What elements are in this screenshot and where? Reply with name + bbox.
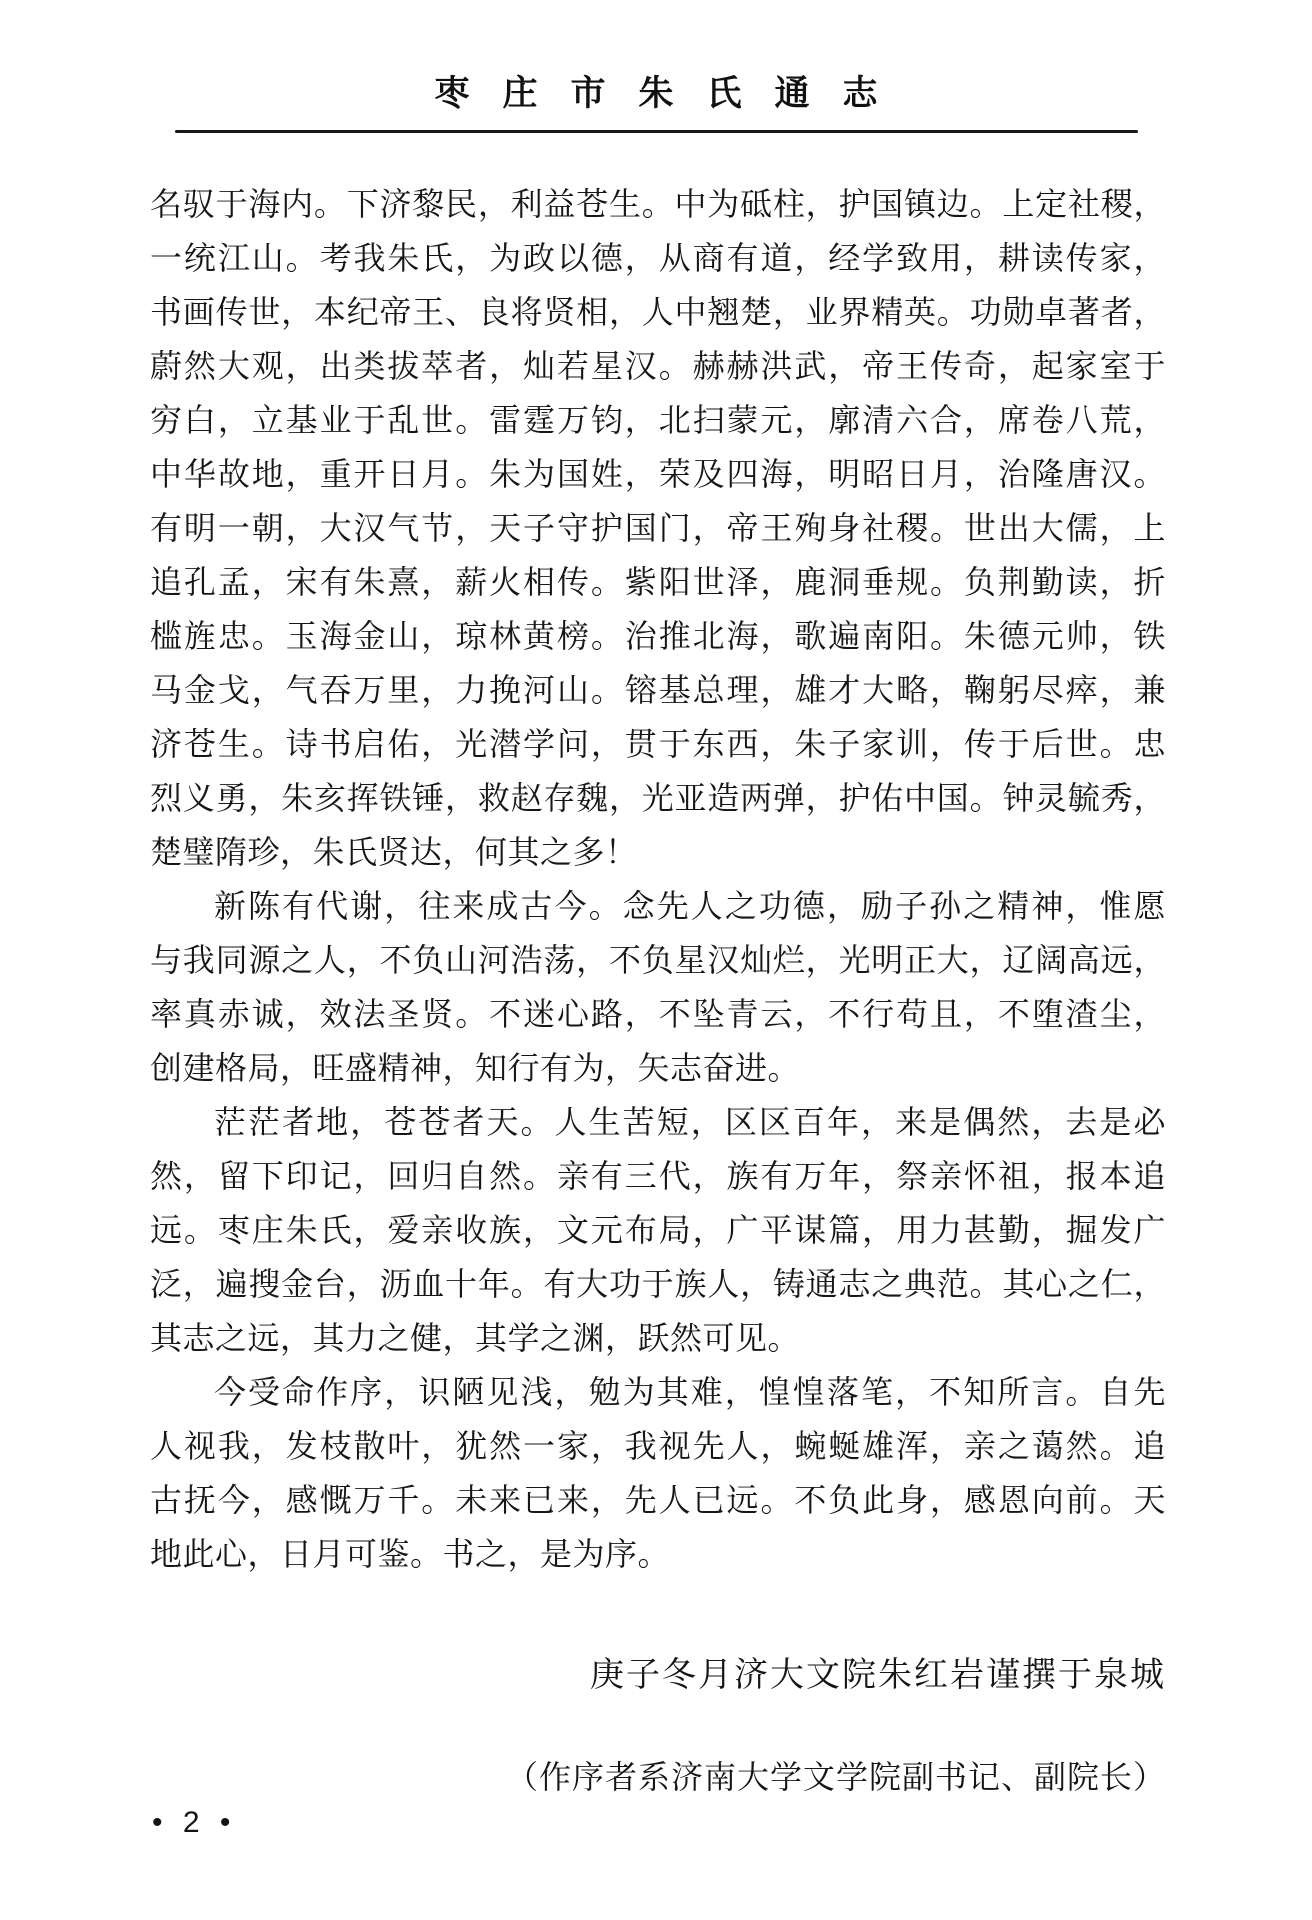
- text-line: 新陈有代谢，往来成古今。念先人之功德，励子孙之精神，惟愿: [214, 888, 1166, 924]
- page-title: [0, 0, 1312, 116]
- text-line: 泛，遍搜金台，沥血十年。有大功于族人，铸通志之典范。其心之仁，: [150, 1266, 1166, 1302]
- header-rule: [175, 130, 1138, 133]
- text-line: 书画传世，本纪帝王、良将贤相，人中翘楚，业界精英。功勋卓著者，: [150, 294, 1166, 330]
- text-line: 追孔孟，宋有朱熹，薪火相传。紫阳世泽，鹿洞垂规。负荆勤读，折: [150, 564, 1166, 600]
- text-line: 楚璧隋珍，朱氏贤达，何其之多！: [150, 834, 638, 870]
- text-line: 穷白，立基业于乱世。雷霆万钧，北扫蒙元，廓清六合，席卷八荒，: [150, 402, 1166, 438]
- text-line: 一统江山。考我朱氏，为政以德，从商有道，经学致用，耕读传家，: [150, 240, 1166, 276]
- text-line: 然，留下印记，回归自然。亲有三代，族有万年，祭亲怀祖，报本追: [150, 1158, 1166, 1194]
- text-line: 槛旌忠。玉海金山，琼林黄榜。治推北海，歌遍南阳。朱德元帅，铁: [150, 618, 1166, 654]
- text-line: 济苍生。诗书启佑，光潜学问，贯于东西，朱子家训，传于后世。忠: [150, 726, 1166, 762]
- text-line: 率真赤诚，效法圣贤。不迷心路，不坠青云，不行苟且，不堕渣尘，: [150, 996, 1166, 1032]
- author-note: （作序者系济南大学文学院副书记、副院长）: [505, 1759, 1166, 1795]
- paragraphs-container: [150, 177, 1166, 1581]
- text-line: 古抚今，感慨万千。未来已来，先人已远。不负此身，感恩向前。天: [150, 1482, 1166, 1518]
- text-line: 今受命作序，识陋见浅，勉为其难，惶惶落笔，不知所言。自先: [214, 1374, 1166, 1410]
- text-line: 人视我，发枝散叶，犹然一家，我视先人，蜿蜒雄浑，亲之蔼然。追: [150, 1428, 1166, 1464]
- body-text: [150, 177, 1166, 1801]
- text-line: 烈义勇，朱亥挥铁锤，救赵存魏，光亚造两弹，护佑中国。钟灵毓秀，: [150, 780, 1166, 816]
- page-title-text: 枣庄市朱氏通志: [434, 74, 911, 113]
- text-line: 马金戈，气吞万里，力挽河山。镕基总理，雄才大略，鞠躬尽瘁，兼: [150, 672, 1166, 708]
- text-line: 名驭于海内。下济黎民，利益苍生。中为砥柱，护国镇边。上定社稷，: [150, 186, 1166, 222]
- page-number: • 2 •: [152, 1806, 237, 1839]
- text-line: 远。枣庄朱氏，爱亲收族，文元布局，广平谋篇，用力甚勤，掘发广: [150, 1212, 1166, 1248]
- text-line: 茫茫者地，苍苍者天。人生苦短，区区百年，来是偶然，去是必: [214, 1104, 1166, 1140]
- text-line: 有明一朝，大汉气节，天子守护国门，帝王殉身社稷。世出大儒，上: [150, 510, 1166, 546]
- text-line: 蔚然大观，出类拔萃者，灿若星汉。赫赫洪武，帝王传奇，起家室于: [150, 348, 1166, 384]
- text-line: 中华故地，重开日月。朱为国姓，荣及四海，明昭日月，治隆唐汉。: [150, 456, 1166, 492]
- text-line: 创建格局，旺盛精神，知行有为，矢志奋进。: [150, 1050, 801, 1086]
- signature-line: 庚子冬月济大文院朱红岩谨撰于泉城: [590, 1657, 1166, 1694]
- text-line: 其志之远，其力之健，其学之渊，跃然可见。: [150, 1320, 801, 1356]
- text-line: 与我同源之人，不负山河浩荡，不负星汉灿烂，光明正大，辽阔高远，: [150, 942, 1166, 978]
- text-line: 地此心，日月可鉴。书之，是为序。: [150, 1536, 671, 1572]
